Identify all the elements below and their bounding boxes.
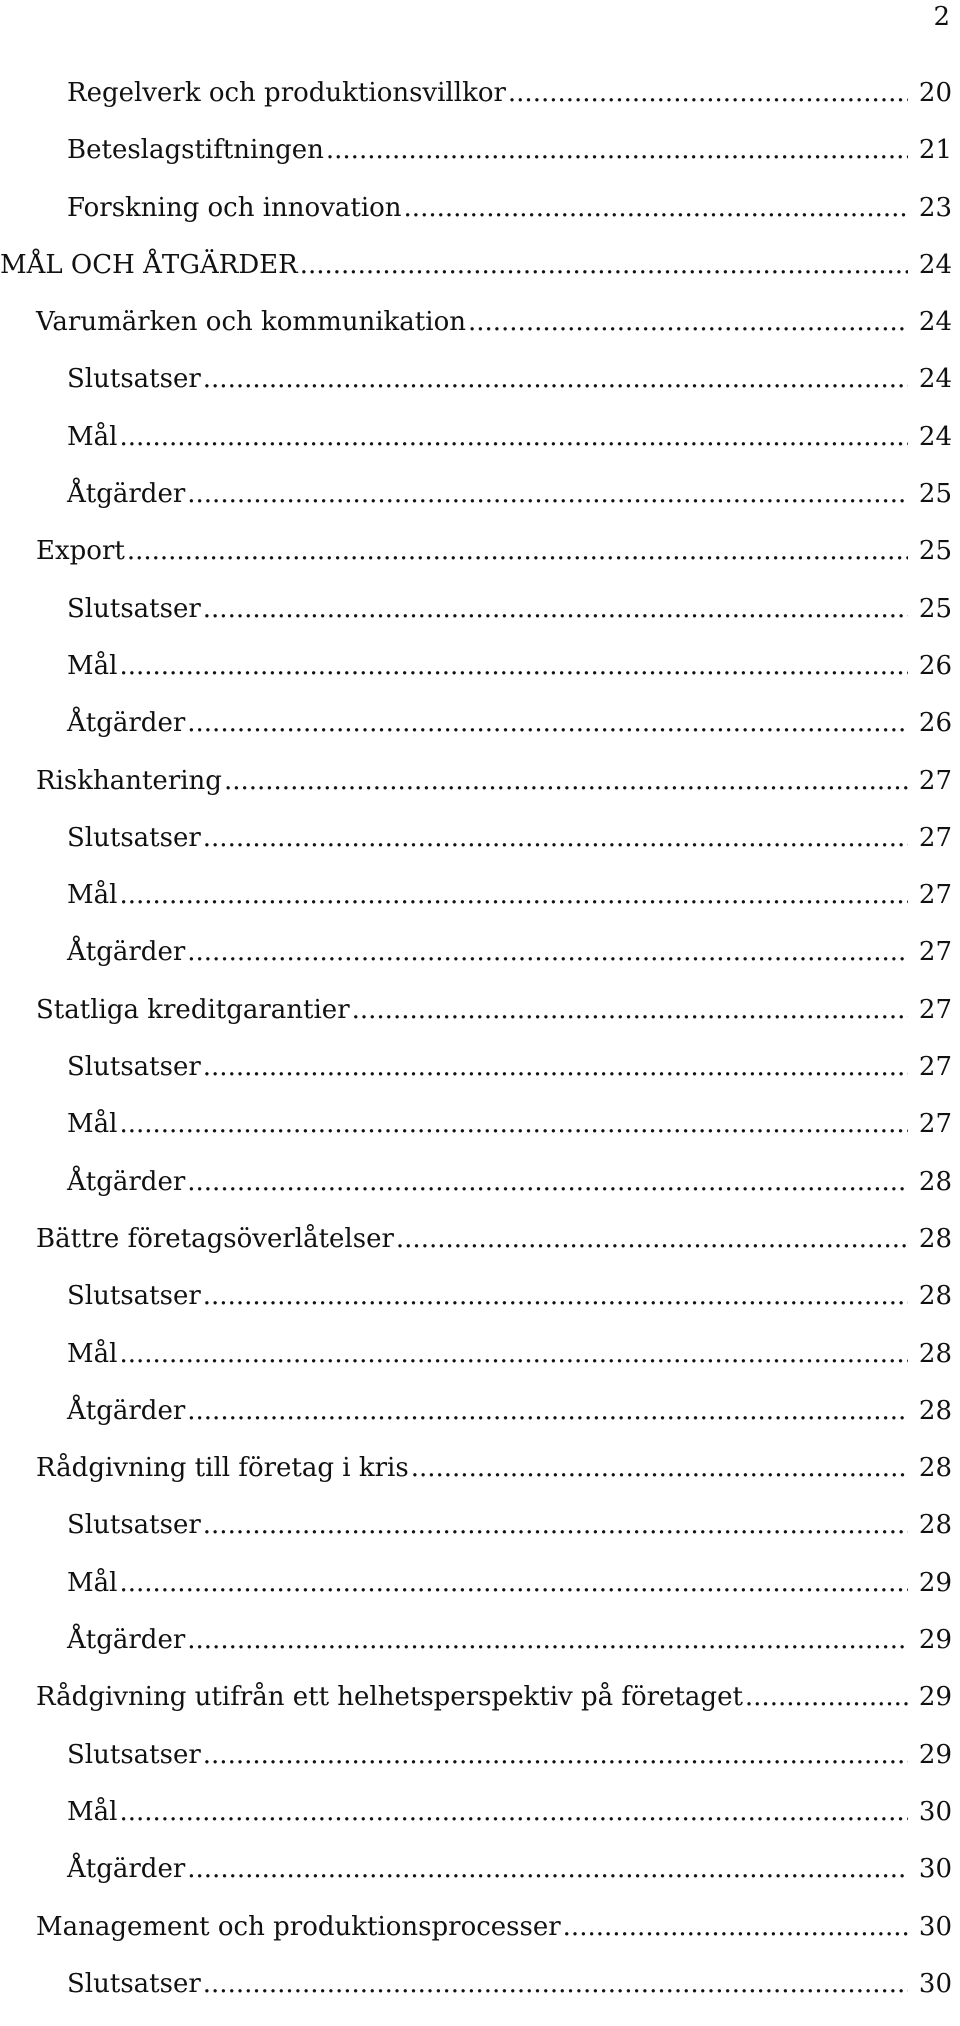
toc-entry-page-number: 27 [918,765,952,796]
toc-entry-page-number: 28 [918,1395,952,1426]
table-of-contents [0,78,960,2026]
toc-dot-leader [326,135,908,165]
toc-entry-label: Bättre företagsöverlåtelser [36,1223,394,1254]
toc-entry-label: Varumärken och kommunikation [36,307,466,338]
toc-entry-section[interactable] [0,1912,960,1969]
toc-dot-leader [187,1167,908,1197]
toc-dot-leader [396,1224,908,1254]
toc-entry-chapter[interactable] [0,250,960,307]
toc-entry-subsection[interactable] [0,1052,960,1109]
toc-dot-leader [119,1339,908,1369]
toc-entry-page-number: 27 [918,1052,952,1083]
toc-entry-page-number: 27 [918,880,952,911]
toc-entry-page-number: 28 [918,1338,952,1369]
toc-entry-label: Slutsatser [67,1739,201,1770]
toc-entry-label: Beteslagstiftningen [67,135,324,166]
toc-entry-label: Mål [67,650,118,681]
toc-entry-label: Rådgivning till företag i kris [36,1453,409,1484]
toc-entry-subsection[interactable] [0,364,960,421]
toc-entry-page-number: 28 [918,1453,952,1484]
toc-entry-page-number: 20 [918,78,952,108]
toc-entry-subsection[interactable] [0,1109,960,1166]
toc-entry-page-number: 27 [918,1109,952,1140]
toc-entry-label: Slutsatser [67,1510,201,1541]
toc-entry-label: Slutsatser [67,1052,201,1083]
toc-entry-page-number: 29 [918,1739,952,1770]
toc-entry-page-number: 24 [918,421,952,452]
toc-entry-subsection[interactable] [0,1281,960,1338]
toc-entry-page-number: 28 [918,1166,952,1197]
toc-entry-page-number: 29 [918,1682,952,1713]
toc-dot-leader [187,937,908,967]
toc-entry-page-number: 30 [918,1968,952,1999]
toc-dot-leader [187,1396,908,1426]
toc-entry-label: Riskhantering [36,765,222,796]
toc-dot-leader [119,1568,908,1598]
toc-entry-subsection[interactable] [0,78,960,135]
toc-entry-section[interactable] [0,766,960,823]
toc-entry-section[interactable] [0,536,960,593]
toc-entry-subsection[interactable] [0,1625,960,1682]
toc-entry-page-number: 28 [918,1281,952,1312]
toc-entry-section[interactable] [0,1682,960,1739]
toc-entry-subsection[interactable] [0,823,960,880]
toc-dot-leader [119,651,908,681]
toc-entry-page-number: 24 [918,249,952,280]
toc-entry-subsection[interactable] [0,708,960,765]
toc-entry-label: Åtgärder [67,937,186,968]
toc-entry-label: Statliga kreditgarantier [36,994,350,1025]
toc-entry-page-number: 30 [918,1796,952,1827]
toc-entry-label: Åtgärder [67,479,186,510]
toc-entry-label: Slutsatser [67,593,201,624]
toc-dot-leader [224,766,908,796]
toc-entry-page-number: 24 [918,364,952,395]
toc-entry-page-number: 26 [918,650,952,681]
toc-entry-page-number: 28 [918,1223,952,1254]
toc-dot-leader [187,479,908,509]
toc-dot-leader [203,1969,908,1999]
toc-entry-label: MÅL OCH ÅTGÄRDER [0,249,298,280]
toc-entry-label: Åtgärder [67,1625,186,1656]
toc-entry-page-number: 26 [918,708,952,739]
toc-dot-leader [468,307,908,337]
toc-entry-page-number: 23 [918,192,952,223]
page-number: 2 [933,2,950,32]
toc-entry-label: Åtgärder [67,708,186,739]
toc-entry-subsection[interactable] [0,1854,960,1911]
toc-entry-subsection[interactable] [0,1339,960,1396]
toc-entry-page-number: 21 [918,135,952,166]
toc-entry-label: Mål [67,1796,118,1827]
toc-entry-subsection[interactable] [0,1396,960,1453]
toc-entry-page-number: 27 [918,994,952,1025]
toc-dot-leader [352,995,908,1025]
toc-dot-leader [203,823,908,853]
toc-entry-subsection[interactable] [0,1797,960,1854]
toc-entry-subsection[interactable] [0,422,960,479]
toc-entry-label: Åtgärder [67,1166,186,1197]
toc-entry-page-number: 29 [918,1625,952,1656]
toc-entry-label: Mål [67,421,118,452]
toc-dot-leader [404,193,908,223]
toc-entry-label: Regelverk och produktionsvillkor [67,78,506,108]
toc-entry-label: Export [36,536,125,567]
toc-dot-leader [563,1912,908,1942]
toc-entry-page-number: 25 [918,479,952,510]
toc-entry-subsection[interactable] [0,594,960,651]
toc-dot-leader [203,364,908,394]
toc-entry-subsection[interactable] [0,1740,960,1797]
toc-entry-section[interactable] [0,995,960,1052]
toc-dot-leader [508,78,908,108]
toc-entry-subsection[interactable] [0,937,960,994]
toc-dot-leader [203,594,908,624]
toc-entry-subsection[interactable] [0,880,960,937]
toc-dot-leader [187,708,908,738]
toc-dot-leader [203,1740,908,1770]
toc-dot-leader [203,1281,908,1311]
toc-entry-label: Slutsatser [67,1281,201,1312]
toc-dot-leader [203,1052,908,1082]
toc-dot-leader [119,880,908,910]
toc-entry-section[interactable] [0,307,960,364]
toc-dot-leader [300,250,908,280]
toc-entry-page-number: 27 [918,937,952,968]
toc-dot-leader [119,1109,908,1139]
toc-entry-subsection[interactable] [0,1969,960,2026]
toc-entry-subsection[interactable] [0,1568,960,1625]
toc-entry-subsection[interactable] [0,651,960,708]
toc-entry-page-number: 25 [918,593,952,624]
toc-entry-page-number: 25 [918,536,952,567]
toc-dot-leader [119,422,908,452]
toc-entry-label: Mål [67,1109,118,1140]
toc-dot-leader [119,1797,908,1827]
toc-entry-label: Slutsatser [67,364,201,395]
toc-entry-page-number: 30 [918,1854,952,1885]
toc-entry-subsection[interactable] [0,135,960,192]
toc-entry-label: Slutsatser [67,1968,201,1999]
toc-dot-leader [203,1510,908,1540]
toc-entry-subsection[interactable] [0,479,960,536]
toc-entry-page-number: 24 [918,307,952,338]
toc-entry-page-number: 28 [918,1510,952,1541]
toc-entry-subsection[interactable] [0,1167,960,1224]
toc-dot-leader [745,1682,908,1712]
toc-entry-label: Åtgärder [67,1854,186,1885]
toc-entry-section[interactable] [0,1224,960,1281]
toc-dot-leader [187,1625,908,1655]
toc-entry-label: Mål [67,880,118,911]
toc-entry-label: Slutsatser [67,822,201,853]
toc-entry-label: Mål [67,1338,118,1369]
toc-dot-leader [127,536,908,566]
toc-entry-section[interactable] [0,1453,960,1510]
toc-entry-subsection[interactable] [0,193,960,250]
toc-dot-leader [187,1854,908,1884]
toc-entry-page-number: 29 [918,1567,952,1598]
toc-entry-label: Management och produktionsprocesser [36,1911,561,1942]
toc-entry-label: Mål [67,1567,118,1598]
toc-entry-label: Åtgärder [67,1395,186,1426]
toc-entry-label: Rådgivning utifrån ett helhetsperspektiv på företaget [36,1682,743,1713]
toc-entry-subsection[interactable] [0,1510,960,1567]
toc-entry-page-number: 27 [918,822,952,853]
toc-entry-label: Forskning och innovation [67,192,402,223]
toc-dot-leader [411,1453,908,1483]
toc-entry-page-number: 30 [918,1911,952,1942]
